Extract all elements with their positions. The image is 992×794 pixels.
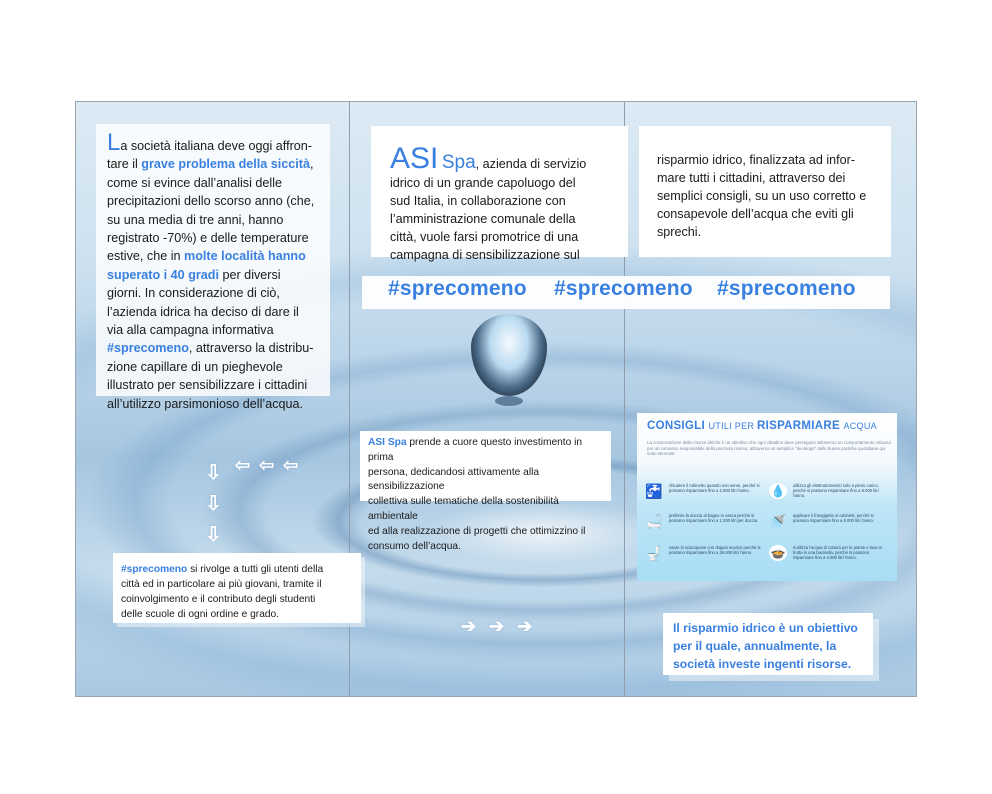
tips-infographic — [637, 413, 897, 581]
highlight-siccita: grave problema della siccità — [141, 157, 310, 172]
arrow-left-group: ⇦ ⇦ ⇦ — [235, 455, 301, 475]
drop-icon: 💧 — [770, 484, 786, 498]
water-drop-shadow — [495, 396, 523, 406]
panel3-intro-text: risparmio idrico, finalizzata ad infor- mare tutti i cittadini, attraverso dei semplici consigli, su un uso corretto e consapevole dell’acqua che eviti gli sprechi. — [639, 126, 891, 257]
highlight-40-gradi: superato i 40 gradi — [107, 267, 219, 282]
tip-item: 🚰 chiudere il rubinetto quando non serve, perché si possono risparmiare fino a 2.000 litri l'anno. — [645, 483, 760, 499]
water-drop-image — [471, 314, 547, 396]
faucet-icon: 🚰 — [645, 483, 663, 499]
tip-item: 🛁 preferire la doccia al bagno in vasca perché si possono risparmiare fino a 1.200 litri per doccia. — [645, 513, 759, 529]
tip-item: 💧 utilizza gli elettrodomestici solo a pieno carico, perché si possono risparmiare fino a 8.000 litri l'anno. — [770, 483, 879, 499]
toilet-icon: 🚽 — [645, 545, 663, 561]
hashtag-2: #sprecomeno — [554, 277, 693, 300]
dropcap: L — [107, 129, 121, 156]
brand-spa: Spa — [441, 152, 476, 173]
arrow-down-2: ⇩ — [205, 493, 222, 515]
panel1-audience-text: #sprecomeno si rivolge a tutti gli utenti della città ed in particolare ai più giovani, tramite il coinvolgimento e il contributo degli studenti delle scuole di ogni ordine e grado. — [113, 553, 361, 623]
tip-item: 🚽 usare lo sciacquone con doppio scarico perché si possono risparmiare fino a 26.000 litri l'anno. — [645, 545, 761, 561]
highlight-localita: molte località hanno — [184, 249, 306, 264]
tip-item: 🚿 applicare il frangigetto ai rubinetti, perché si possono risparmiare fino a 6.000 litri l'anno. — [769, 513, 874, 529]
panel1-intro-text: La società italiana deve oggi affron- tare il grave problema della siccità, come si evince dall’analisi delle precipitazioni dello scorso anno (che, su una media di tre anni, hanno registrato -70%) e delle temperature estive, che in molte località hanno superato i 40 gradi per diversi giorni. In considerazione di ciò, l’azienda idrica ha deciso di dare il via alla campagna informativa #sprecomeno, attraverso la distribu- zione capillare di un pieghevole illustrato per sensibilizzare i cittadini all’utilizzo parsimonioso dell’acqua. — [96, 124, 330, 396]
tip-item: 🍲 riutilizza l'acqua di cottura per le piante e lava la frutta in una bacinella, perché si possono risparmiare fino a 4.000 litri l'anno. — [770, 545, 882, 561]
arrow-down-1: ⇩ — [205, 462, 222, 484]
panel2-intro-text: ASI Spa, azienda di servizio idrico di un grande capoluogo del sud Italia, in collaborazione con l’amministrazione comunale della città, vuole farsi promotrice di una campagna di sensibilizzazione sul — [371, 126, 628, 257]
shower-icon: 🚿 — [769, 513, 787, 529]
hashtag-1: #sprecomeno — [388, 277, 527, 300]
hashtag-3: #sprecomeno — [717, 277, 856, 300]
hashtag-inline: #sprecomeno — [107, 341, 189, 356]
tips-title: CONSIGLI UTILI PER RISPARMIARE ACQUA — [647, 420, 877, 432]
panel2-commitment-text: ASI Spa prende a cuore questo investimento in prima persona, dedicandosi attivamente alla sensibilizzazione collettiva sulle tematiche della sostenibilità ambientale ed alla realizzazione di progetti che ottimizzino il consumo dell’acqua. — [360, 431, 611, 501]
arrow-down-3: ⇩ — [205, 524, 222, 546]
bathtub-icon: 🛁 — [645, 513, 663, 529]
arrow-right-group: ➔ ➔ ➔ — [461, 616, 537, 636]
brand-asi: ASI — [390, 142, 439, 175]
tips-intro: La conservazione delle risorse idriche è un obiettivo che ogni cittadino deve perseguire attraverso un comportamento virtuoso per un consumo responsabile della preziosa risorsa, attraverso un semplice "decalogo" delle buone pratiche quotidiane qui sotto elencate: — [647, 440, 892, 457]
panel3-closing-text: Il risparmio idrico è un obiettivo per il quale, annualmente, la società investe ingenti risorse. — [663, 613, 873, 675]
brochure — [75, 101, 917, 697]
pot-icon: 🍲 — [770, 546, 786, 560]
